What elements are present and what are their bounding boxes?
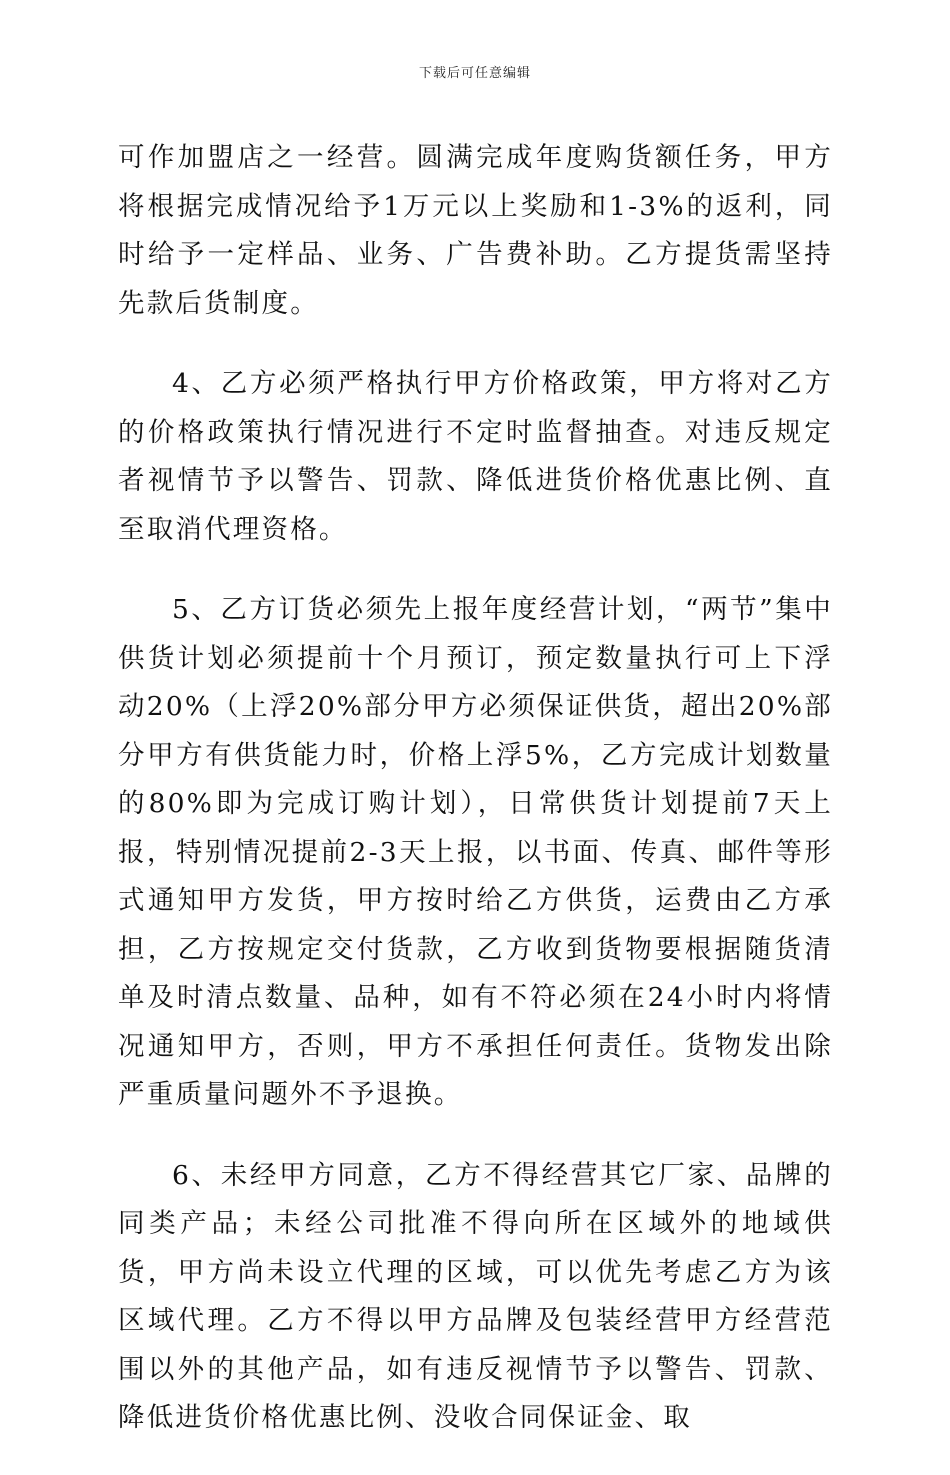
paragraph-clause-4: 4、乙方必须严格执行甲方价格政策，甲方将对乙方的价格政策执行情况进行不定时监督抽查。对违反规定者视情节予以警告、罚款、降低进货价格优惠比例、直至取消代理资格。 (118, 368, 833, 545)
paragraph-clause-5: 5、乙方订货必须先上报年度经营计划，“两节”集中供货计划必须提前十个月预订，预定数量执行可上下浮动20%（上浮20%部分甲方必须保证供货，超出20%部分甲方有供货能力时，价格上浮5%，乙方完成计划数量的80%即为完成订购计划），日常供货计划提前7天上报，特别情况提前2-3天上报，以书面、传真、邮件等形式通知甲方发货，甲方按时给乙方供货，运费由乙方承担，乙方按规定交付货款，乙方收到货物要根据随货清单及时清点数量、品种，如有不符必须在24小时内将情况通知甲方，否则，甲方不承担任何责任。货物发出除严重质量问题外不予退换。 (118, 594, 833, 1110)
page-header: 下载后可任意编辑 (418, 66, 531, 81)
paragraph-continuation: 可作加盟店之一经营。圆满完成年度购货额任务，甲方将根据完成情况给予1万元以上奖励和1-3%的返利，同时给予一定样品、业务、广告费补助。乙方提货需坚持先款后货制度。 (118, 142, 833, 319)
paragraph-clause-6: 6、未经甲方同意，乙方不得经营其它厂家、品牌的同类产品；未经公司批准不得向所在区域外的地域供货，甲方尚未设立代理的区域，可以优先考虑乙方为该区域代理。乙方不得以甲方品牌及包装经营甲方经营范围以外的其他产品，如有违反视情节予以警告、罚款、降低进货价格优惠比例、没收合同保证金、取 (118, 1159, 833, 1433)
document-body (118, 134, 833, 1475)
